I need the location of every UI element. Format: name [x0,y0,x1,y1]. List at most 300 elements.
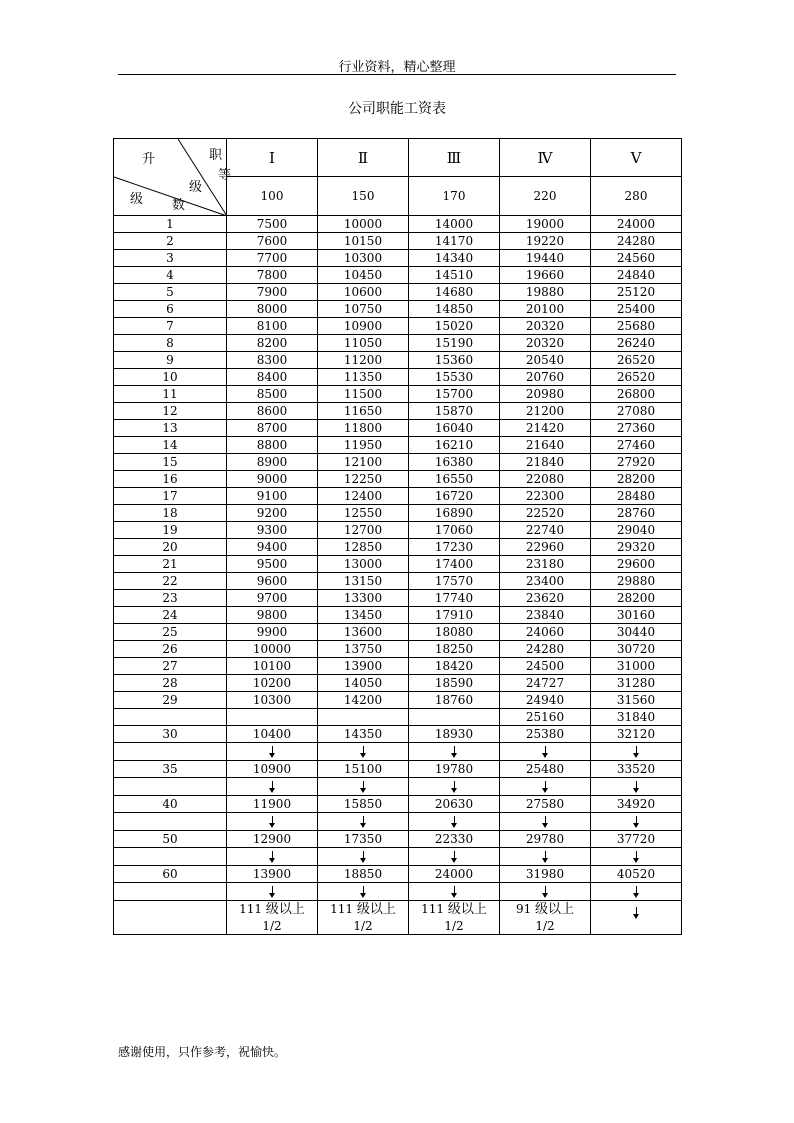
salary-cell: 13600 [318,624,409,641]
level-cell [114,813,227,831]
salary-cell: 16040 [409,420,500,437]
increment-cell-3: 170 [409,177,500,216]
salary-row [114,233,682,250]
salary-cell: 29040 [591,522,682,539]
salary-cell: 18760 [409,692,500,709]
upper-level-text: 级以上 [535,902,575,917]
salary-cell: 25480 [500,761,591,778]
salary-row [114,335,682,352]
arrow-down-icon [633,781,640,793]
arrow-down-icon [451,886,458,898]
salary-cell: 20100 [500,301,591,318]
salary-cell: 25380 [500,726,591,743]
upper-level-number: 111 [421,902,445,916]
increment-cell-2: 150 [318,177,409,216]
salary-cell: 12850 [318,539,409,556]
arrow-down-icon [269,851,276,863]
salary-cell: 13750 [318,641,409,658]
continuation-arrow-cell [409,743,500,761]
level-cell: 30 [114,726,227,743]
level-cell: 4 [114,267,227,284]
arrow-row [114,743,682,761]
arrow-down-icon [633,851,640,863]
salary-cell: 9800 [227,607,318,624]
salary-cell: 10300 [318,250,409,267]
salary-cell: 29600 [591,556,682,573]
salary-cell: 16720 [409,488,500,505]
salary-cell: 40520 [591,866,682,883]
level-cell: 22 [114,573,227,590]
salary-cell: 23620 [500,590,591,607]
salary-cell: 27460 [591,437,682,454]
salary-cell: 13900 [227,866,318,883]
salary-cell: 10150 [318,233,409,250]
salary-row [114,709,682,726]
salary-cell: 13300 [318,590,409,607]
salary-cell: 31840 [591,709,682,726]
salary-cell: 8600 [227,403,318,420]
increment-cell-5: 280 [591,177,682,216]
arrow-down-icon [269,886,276,898]
arrow-down-icon [360,746,367,758]
salary-row [114,761,682,778]
salary-cell: 18250 [409,641,500,658]
arrow-down-icon [542,746,549,758]
level-cell: 13 [114,420,227,437]
salary-cell: 12100 [318,454,409,471]
salary-cell: 30160 [591,607,682,624]
continuation-arrow-cell [409,848,500,866]
continuation-arrow-cell [591,901,682,935]
salary-row [114,796,682,813]
salary-cell: 16380 [409,454,500,471]
salary-cell: 14850 [409,301,500,318]
salary-cell: 11950 [318,437,409,454]
level-cell: 35 [114,761,227,778]
continuation-arrow-cell [409,778,500,796]
salary-cell: 8300 [227,352,318,369]
salary-cell: 12400 [318,488,409,505]
salary-cell: 24000 [591,216,682,233]
salary-cell: 29880 [591,573,682,590]
salary-cell: 26240 [591,335,682,352]
corner-label-shu: 数 [172,198,186,213]
upper-level-number: 91 [515,902,532,916]
salary-cell: 14350 [318,726,409,743]
salary-cell: 20760 [500,369,591,386]
salary-cell: 11500 [318,386,409,403]
arrow-down-icon [451,781,458,793]
salary-cell: 10000 [318,216,409,233]
level-cell: 15 [114,454,227,471]
level-cell: 2 [114,233,227,250]
salary-cell: 30720 [591,641,682,658]
salary-cell: 8800 [227,437,318,454]
upper-level-fraction: 1/2 [444,919,464,933]
salary-cell: 13450 [318,607,409,624]
salary-cell: 8400 [227,369,318,386]
arrow-down-icon [633,886,640,898]
arrow-down-icon [451,746,458,758]
salary-cell: 17910 [409,607,500,624]
increment-cell-1: 100 [227,177,318,216]
arrow-down-icon [360,851,367,863]
salary-cell: 15700 [409,386,500,403]
salary-cell: 25680 [591,318,682,335]
salary-cell: 14050 [318,675,409,692]
salary-cell: 13150 [318,573,409,590]
salary-cell: 19780 [409,761,500,778]
salary-cell: 31560 [591,692,682,709]
salary-cell: 10100 [227,658,318,675]
level-cell [114,778,227,796]
salary-cell: 22740 [500,522,591,539]
arrow-down-icon [269,816,276,828]
level-cell: 29 [114,692,227,709]
salary-cell: 28760 [591,505,682,522]
page-header: 行业资料，精心整理 [338,60,456,75]
continuation-arrow-cell [227,883,318,901]
salary-table-wrapper [113,138,682,935]
increment-cell-4: 220 [500,177,591,216]
salary-cell: 31000 [591,658,682,675]
corner-label-ji: 级 [130,192,144,207]
salary-cell: 11800 [318,420,409,437]
level-cell: 28 [114,675,227,692]
continuation-arrow-cell [409,883,500,901]
salary-cell: 21200 [500,403,591,420]
continuation-arrow-cell [500,848,591,866]
salary-cell: 24940 [500,692,591,709]
salary-cell: 13000 [318,556,409,573]
level-cell [114,709,227,726]
level-cell: 26 [114,641,227,658]
salary-cell: 22330 [409,831,500,848]
grade-header-3: Ⅲ [409,139,500,177]
continuation-arrow-cell [227,778,318,796]
level-cell: 27 [114,658,227,675]
level-cell [114,848,227,866]
salary-cell: 32120 [591,726,682,743]
salary-cell: 21840 [500,454,591,471]
salary-cell: 17230 [409,539,500,556]
salary-cell: 12700 [318,522,409,539]
salary-row [114,369,682,386]
salary-table [113,138,682,935]
salary-cell: 14680 [409,284,500,301]
salary-cell: 11050 [318,335,409,352]
level-cell: 10 [114,369,227,386]
salary-row [114,284,682,301]
salary-cell: 26520 [591,369,682,386]
level-cell [114,743,227,761]
level-cell: 14 [114,437,227,454]
arrow-down-icon [542,781,549,793]
page-footer: 感谢使用，只作参考，祝愉快。 [118,1045,287,1059]
grade-header-row [114,139,682,177]
salary-cell: 18420 [409,658,500,675]
arrow-row [114,813,682,831]
salary-cell: 19440 [500,250,591,267]
salary-row [114,454,682,471]
salary-row [114,420,682,437]
level-cell: 60 [114,866,227,883]
salary-row [114,831,682,848]
salary-cell: 22520 [500,505,591,522]
salary-cell: 7700 [227,250,318,267]
continuation-arrow-cell [591,848,682,866]
upper-level-text: 级以上 [447,902,487,917]
level-cell: 9 [114,352,227,369]
salary-cell: 14340 [409,250,500,267]
salary-cell: 9500 [227,556,318,573]
level-cell: 25 [114,624,227,641]
continuation-arrow-cell [591,883,682,901]
grade-header-4: Ⅳ [500,139,591,177]
continuation-arrow-cell [227,813,318,831]
salary-cell: 34920 [591,796,682,813]
upper-level-number: 111 [239,902,263,916]
salary-row [114,675,682,692]
salary-cell: 10200 [227,675,318,692]
salary-cell: 22300 [500,488,591,505]
salary-cell: 10300 [227,692,318,709]
salary-cell: 24060 [500,624,591,641]
corner-header-cell [114,139,232,216]
salary-cell: 12250 [318,471,409,488]
salary-cell: 21420 [500,420,591,437]
salary-row [114,573,682,590]
salary-cell: 15850 [318,796,409,813]
upper-level-number: 111 [330,902,354,916]
salary-cell: 8100 [227,318,318,335]
salary-cell: 20540 [500,352,591,369]
arrow-down-icon [542,816,549,828]
continuation-arrow-cell [318,743,409,761]
salary-row [114,488,682,505]
upper-level-row [114,901,682,935]
salary-cell: 24280 [591,233,682,250]
salary-cell: 31980 [500,866,591,883]
salary-cell: 22960 [500,539,591,556]
salary-cell: 9000 [227,471,318,488]
salary-cell: 28200 [591,471,682,488]
salary-cell: 30440 [591,624,682,641]
salary-cell: 24560 [591,250,682,267]
salary-cell: 17570 [409,573,500,590]
salary-cell: 19660 [500,267,591,284]
salary-cell: 24500 [500,658,591,675]
salary-cell: 20320 [500,335,591,352]
arrow-down-icon [269,746,276,758]
upper-level-note-cell [409,901,500,935]
salary-cell: 17060 [409,522,500,539]
grade-header-2: Ⅱ [318,139,409,177]
grade-header-1: Ⅰ [227,139,318,177]
salary-cell: 22080 [500,471,591,488]
salary-cell: 9200 [227,505,318,522]
salary-cell: 12900 [227,831,318,848]
level-cell: 24 [114,607,227,624]
salary-cell: 24000 [409,866,500,883]
arrow-down-icon [633,907,640,919]
salary-cell: 16210 [409,437,500,454]
level-cell: 17 [114,488,227,505]
salary-row [114,301,682,318]
salary-cell: 19000 [500,216,591,233]
salary-cell: 24280 [500,641,591,658]
salary-row [114,522,682,539]
salary-cell: 15360 [409,352,500,369]
continuation-arrow-cell [500,883,591,901]
continuation-arrow-cell [500,743,591,761]
salary-cell: 9100 [227,488,318,505]
page-title: 公司职能工资表 [348,101,446,117]
level-cell: 40 [114,796,227,813]
salary-cell: 7900 [227,284,318,301]
salary-cell: 27360 [591,420,682,437]
salary-cell: 9900 [227,624,318,641]
salary-cell: 27580 [500,796,591,813]
level-cell: 6 [114,301,227,318]
arrow-down-icon [451,816,458,828]
salary-cell: 7500 [227,216,318,233]
salary-cell [227,709,318,726]
level-cell: 20 [114,539,227,556]
arrow-row [114,883,682,901]
arrow-down-icon [542,851,549,863]
level-cell: 7 [114,318,227,335]
salary-cell: 8200 [227,335,318,352]
salary-cell: 17400 [409,556,500,573]
level-cell: 11 [114,386,227,403]
salary-row [114,624,682,641]
continuation-arrow-cell [318,848,409,866]
continuation-arrow-cell [318,778,409,796]
salary-cell: 20980 [500,386,591,403]
salary-cell: 20630 [409,796,500,813]
salary-cell: 21640 [500,437,591,454]
salary-cell: 11900 [227,796,318,813]
salary-cell: 23400 [500,573,591,590]
salary-cell: 14510 [409,267,500,284]
arrow-down-icon [633,746,640,758]
salary-cell: 9600 [227,573,318,590]
level-cell: 18 [114,505,227,522]
salary-cell: 14200 [318,692,409,709]
salary-cell: 33520 [591,761,682,778]
level-cell [114,901,227,935]
upper-level-note-cell [227,901,318,935]
continuation-arrow-cell [591,813,682,831]
salary-row [114,318,682,335]
salary-cell: 14170 [409,233,500,250]
salary-cell: 12550 [318,505,409,522]
salary-cell: 10450 [318,267,409,284]
salary-cell: 10400 [227,726,318,743]
salary-cell: 17740 [409,590,500,607]
salary-cell: 8900 [227,454,318,471]
salary-row [114,607,682,624]
salary-cell: 18080 [409,624,500,641]
continuation-arrow-cell [409,813,500,831]
salary-cell: 8500 [227,386,318,403]
salary-cell: 10750 [318,301,409,318]
continuation-arrow-cell [500,813,591,831]
salary-row [114,386,682,403]
salary-row [114,403,682,420]
salary-cell [318,709,409,726]
level-cell: 23 [114,590,227,607]
continuation-arrow-cell [591,778,682,796]
salary-cell: 18850 [318,866,409,883]
level-cell: 5 [114,284,227,301]
salary-row [114,250,682,267]
salary-cell: 14000 [409,216,500,233]
salary-row [114,866,682,883]
salary-cell: 15020 [409,318,500,335]
salary-row [114,437,682,454]
salary-cell: 28480 [591,488,682,505]
salary-row [114,641,682,658]
salary-cell: 15530 [409,369,500,386]
continuation-arrow-cell [318,883,409,901]
salary-row [114,556,682,573]
salary-cell: 23840 [500,607,591,624]
salary-row [114,539,682,556]
arrow-row [114,848,682,866]
upper-level-fraction: 1/2 [535,919,555,933]
salary-row [114,590,682,607]
salary-row [114,216,682,233]
salary-cell: 13900 [318,658,409,675]
corner-label-ji-mid: 级 [189,180,203,195]
salary-row [114,471,682,488]
level-cell: 12 [114,403,227,420]
grade-header-5: Ⅴ [591,139,682,177]
salary-cell: 16550 [409,471,500,488]
salary-cell: 9300 [227,522,318,539]
salary-cell: 18590 [409,675,500,692]
salary-row [114,267,682,284]
continuation-arrow-cell [591,743,682,761]
upper-level-note-cell [500,901,591,935]
salary-cell: 7800 [227,267,318,284]
salary-cell: 28200 [591,590,682,607]
salary-cell: 24840 [591,267,682,284]
salary-cell: 29320 [591,539,682,556]
salary-cell: 9700 [227,590,318,607]
level-cell: 21 [114,556,227,573]
salary-cell: 16890 [409,505,500,522]
level-cell: 50 [114,831,227,848]
corner-label-sheng: 升 [142,152,156,167]
salary-cell: 20320 [500,318,591,335]
salary-cell: 26520 [591,352,682,369]
salary-cell: 10900 [318,318,409,335]
corner-label-deng: 等 [218,168,232,183]
salary-cell: 10600 [318,284,409,301]
salary-cell: 10900 [227,761,318,778]
salary-cell: 7600 [227,233,318,250]
salary-cell: 29780 [500,831,591,848]
upper-level-fraction: 1/2 [262,919,282,933]
continuation-arrow-cell [227,743,318,761]
continuation-arrow-cell [227,848,318,866]
arrow-down-icon [360,781,367,793]
salary-cell: 23180 [500,556,591,573]
header-divider [118,74,676,75]
